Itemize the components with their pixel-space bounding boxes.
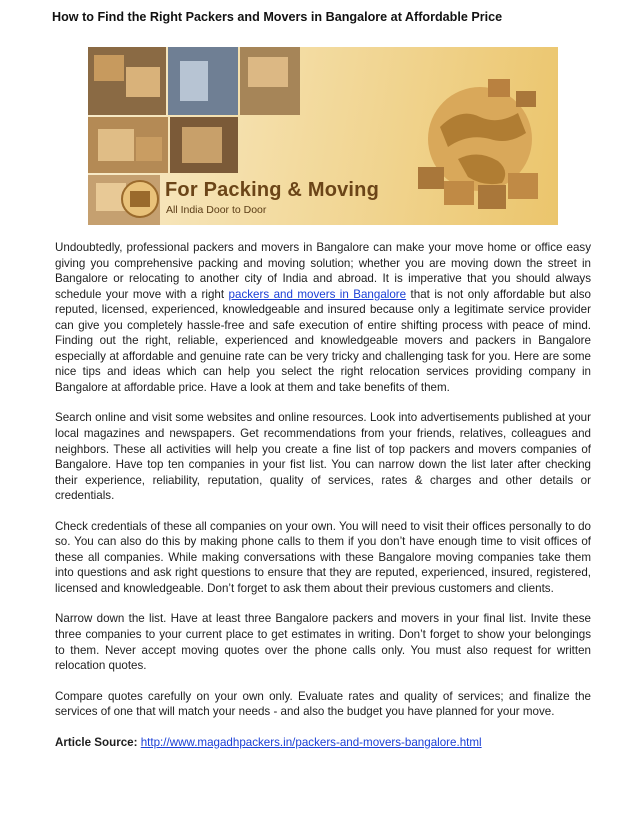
paragraph-narrow: Narrow down the list. Have at least three Bangalore packers and movers in your final list. Invite these three companies to your current place to get estimates in writing. Don’t forget to show your belongings to them. Never accept moving quotes over the phone calls only. You must also request for written relocation quotes. [55,612,591,673]
source-link[interactable]: http://www.magadhpackers.in/packers-and-movers-bangalore.html [140,735,482,749]
box-shape [444,181,474,205]
box-shape [508,173,538,199]
box-shape [248,57,288,87]
person-shape [180,61,208,101]
box-shape [136,137,162,161]
paragraph-text: that is not only affordable but also reputed, licensed, experienced, knowledgeable and insured because only a legitimate service provider can give you completely hassle-free and safe execution of entire shifting process with peace of mind. Finding out the right, reliable, experienced and knowledgeable movers and packers in Bangalore especially at affordable and genuine rate can be very tricky and challenging task for you. Here are some nice tips and ideas which can help you select the right relocation services providing company in Bangalore at affordable price. Have a look at them and take benefits of them. [55,287,592,394]
box-shape [516,91,536,107]
paragraph-search: Search online and visit some websites and online resources. Look into advertisements published at your local magazines and newspapers. Get recommendations from your friends, relatives, colleagues and neighbors. These all activities will help you create a fine list of top packers and movers companies of Bangalore. Have top ten companies in your fist list. You can narrow down the list later after checking their experience, reliability, reputation, quality of services, rates & charges and other details or credentials. [55,411,591,503]
page-title: How to Find the Right Packers and Movers in Bangalore at Affordable Price [52,10,503,24]
box-shape [488,79,510,97]
banner-headline: For Packing & Moving [165,179,380,201]
box-shape [126,67,160,97]
banner-subline: All India Door to Door [166,204,267,216]
paragraph-compare: Compare quotes carefully on your own only. Evaluate rates and quality of services; and finalize the services of one that will match your needs - and also the budget you have planned for your move. [55,689,591,719]
article-source [55,735,591,751]
article-body [55,240,591,765]
logo-box-icon [130,191,150,207]
banner-image [88,47,558,225]
paragraph-intro [55,240,591,395]
source-label: Article Source: [55,735,138,749]
paragraph-text: Undoubtedly, professional packers and movers in Bangalore can make your move home or office easy giving you comprehensive packing and moving solution; whether you are moving down the street in Bangalore or relocating to another city of India and abroad. It is imperative that you should always schedule your move with a right [55,241,591,301]
box-shape [478,185,506,209]
box-shape [418,167,444,189]
box-shape [94,55,124,81]
paragraph-credentials: Check credentials of these all companies on your own. You will need to visit their offices personally to do so. You can also do this by making phone calls to them if you don’t have enough time to visit offices of these all companies. While making conversations with these Bangalore moving companies take them into questions and ask right questions to ensure that they are reputed, experienced, insured, registered, licensed and knowledgeable. Don’t forget to ask them about their previous customers and clients. [55,519,591,595]
box-shape [182,127,222,163]
box-shape [98,129,134,161]
packers-movers-link[interactable]: packers and movers in Bangalore [228,287,407,301]
